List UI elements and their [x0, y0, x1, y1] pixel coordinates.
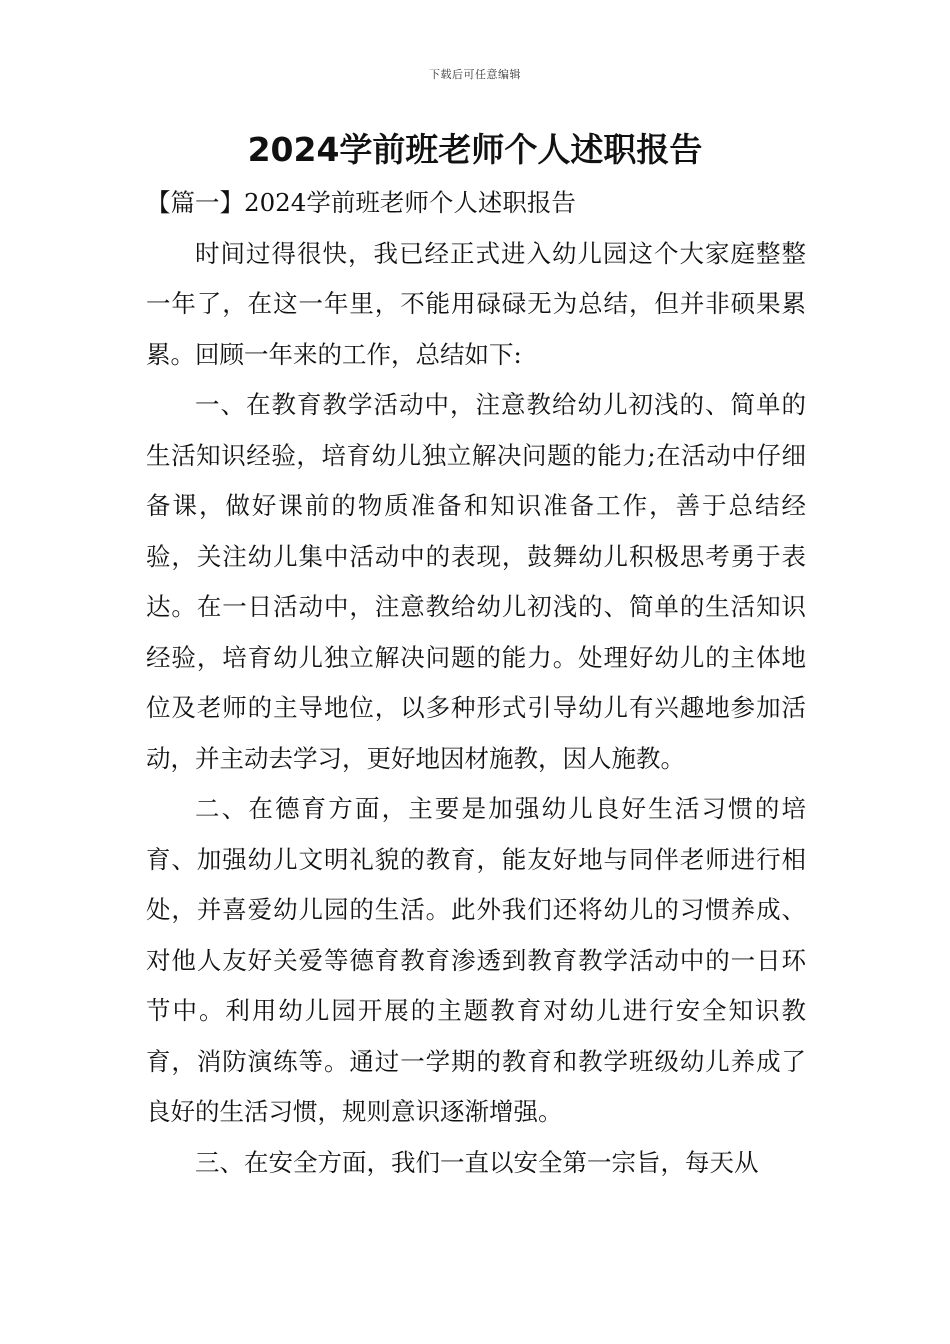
paragraph-safety: 三、在安全方面，我们一直以安全第一宗旨，每天从 — [195, 1147, 759, 1177]
paragraph-moral-education: 二、在德育方面，主要是加强幼儿良好生活习惯的培育、加强幼儿文明礼貌的教育，能友好地与同伴老师进行相处，并喜爱幼儿园的生活。此外我们还将幼儿的习惯养成、对他人友好关爱等德育教育渗透到教育教学活动中的一日环节中。利用幼儿园开展的主题教育对幼儿进行安全知识教育，消防演练等。通过一学期的教育和教学班级幼儿养成了良好的生活习惯，规则意识逐渐增强。 — [146, 794, 806, 1126]
section-label: 【篇一】2024学前班老师个人述职报告 — [146, 188, 576, 217]
paragraph-teaching: 一、在教育教学活动中，注意教给幼儿初浅的、简单的生活知识经验，培育幼儿独立解决问题的能力;在活动中仔细备课，做好课前的物质准备和知识准备工作，善于总结经验，关注幼儿集中活动中的表现，鼓舞幼儿积极思考勇于表达。在一日活动中，注意教给幼儿初浅的、简单的生活知识经验，培育幼儿独立解决问题的能力。处理好幼儿的主体地位及老师的主导地位，以多种形式引导幼儿有兴趣地参加活动，并主动去学习，更好地因材施教，因人施教。 — [146, 390, 806, 773]
document-body — [146, 178, 806, 1188]
paragraph-intro: 时间过得很快，我已经正式进入幼儿园这个大家庭整整一年了，在这一年里，不能用碌碌无为总结，但并非硕果累累。回顾一年来的工作，总结如下: — [146, 238, 806, 369]
document-title: 2024学前班老师个人述职报告 — [247, 130, 703, 169]
header-note: 下载后可任意编辑 — [429, 68, 521, 81]
